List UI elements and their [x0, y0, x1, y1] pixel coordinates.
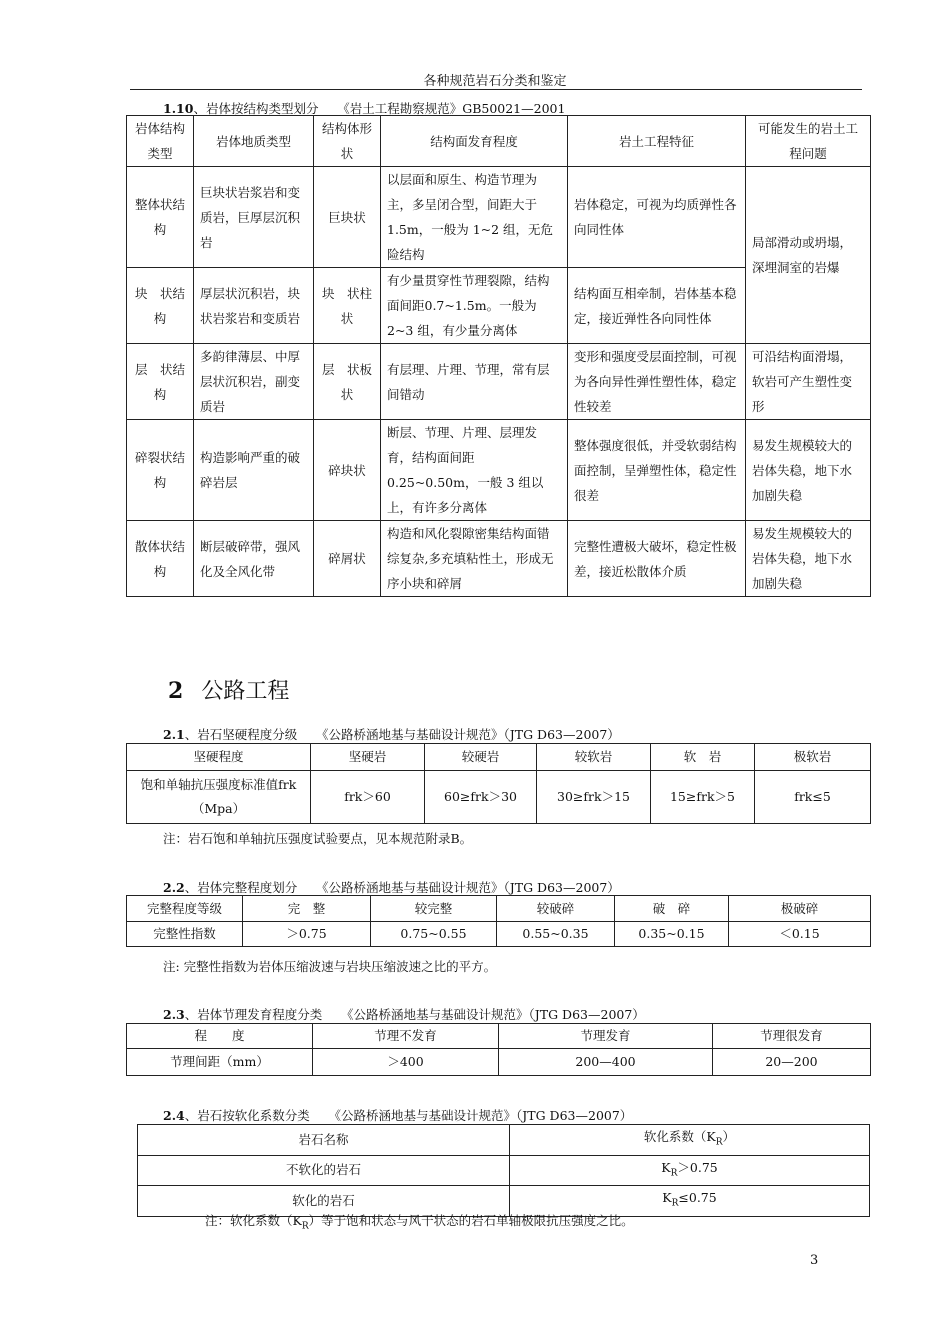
- table-cell: 0.75~0.55: [371, 922, 497, 947]
- table-2-4-caption: 2.4、岩石按软化系数分类 《公路桥涵地基与基础设计规范》（JTG D63—2007）: [163, 1108, 633, 1123]
- th-body-shape: 结构体形 状: [314, 116, 381, 167]
- table-cell: 岩体稳定，可视为均质弹性各向同性体: [568, 167, 746, 268]
- table-cell: 散体状结 构: [127, 521, 194, 597]
- table-cell: 整体强度很低，并受软弱结构面控制，呈弹塑性体，稳定性很差: [568, 420, 746, 521]
- table-cell: 易发生规模较大的岩体失稳，地下水加剧失稳: [746, 420, 871, 521]
- table-cell: 60≥frk＞30: [425, 771, 537, 824]
- table-header-cell: 软 岩: [651, 744, 755, 771]
- table-2-3: [126, 1023, 871, 1076]
- table-header-cell: 程 度: [127, 1024, 313, 1049]
- page-header: 各种规范岩石分类和鉴定: [423, 74, 567, 89]
- table-cell: 巨块状: [314, 167, 381, 268]
- table-header-cell: 较破碎: [497, 896, 615, 922]
- table-header-cell: 节理发育: [499, 1024, 713, 1049]
- row-label: 饱和单轴抗压强度标准值frk（Mpa）: [127, 771, 311, 824]
- table-cell: 20—200: [713, 1049, 871, 1076]
- table-cell: 200—400: [499, 1049, 713, 1076]
- table-header-cell: 完 整: [243, 896, 371, 922]
- table-header-cell: 坚硬岩: [311, 744, 425, 771]
- table-cell: 构造影响严重的破碎岩层: [194, 420, 314, 521]
- table-cell: 15≥frk＞5: [651, 771, 755, 824]
- table-header-cell: 极软岩: [755, 744, 871, 771]
- table-header-cell: 较硬岩: [425, 744, 537, 771]
- page-number: 3: [810, 1253, 819, 1268]
- table-cell: 有少量贯穿性节理裂隙，结构面间距0.7~1.5m。一般为 2~3 组，有少量分离体: [381, 268, 568, 344]
- table-header-cell: 节理不发育: [313, 1024, 499, 1049]
- header-rule: [130, 89, 862, 90]
- table-cell: frk≤5: [755, 771, 871, 824]
- table-header-cell: 坚硬程度: [127, 744, 311, 771]
- table-cell: 碎屑状: [314, 521, 381, 597]
- table-cell-merged: 局部滑动或坍塌，深埋洞室的岩爆: [746, 167, 871, 344]
- table-cell: ＞400: [313, 1049, 499, 1076]
- table-2-1-caption: 2.1、岩石坚硬程度分级 《公路桥涵地基与基础设计规范》（JTG D63—2007）: [163, 727, 620, 742]
- table-cell: 碎块状: [314, 420, 381, 521]
- table-2-4: [137, 1124, 870, 1217]
- table-cell: 块 状结 构: [127, 268, 194, 344]
- table-cell: 0.35~0.15: [615, 922, 729, 947]
- table-cell: 软化的岩石: [138, 1186, 510, 1217]
- table-header-cell: 较完整: [371, 896, 497, 922]
- table-2-1: [126, 743, 871, 824]
- table-cell: 易发生规模较大的岩体失稳，地下水加剧失稳: [746, 521, 871, 597]
- table-cell: 断层、节理、片理、层理发育，结构面间距 0.25~0.50m，一般 3 组以上，有许多分离体: [381, 420, 568, 521]
- table-2-1-note: 注：岩石饱和单轴抗压强度试验要点，见本规范附录B。: [163, 831, 473, 846]
- table-cell: 30≥frk＞15: [537, 771, 651, 824]
- table-2-2-note: 注: 完整性指数为岩体压缩波速与岩块压缩波速之比的平方。: [163, 959, 497, 974]
- table-cell: 块 状柱 状: [314, 268, 381, 344]
- th-plane-development: 结构面发育程度: [381, 116, 568, 167]
- table-cell: 巨块状岩浆岩和变质岩，巨厚层沉积岩: [194, 167, 314, 268]
- table-cell: 变形和强度受层面控制，可视为各向异性弹性塑性体，稳定性较差: [568, 344, 746, 420]
- table-cell: ＜0.15: [729, 922, 871, 947]
- table-cell: 层 状板 状: [314, 344, 381, 420]
- table-cell: 厚层状沉积岩，块状岩浆岩和变质岩: [194, 268, 314, 344]
- table-header-cell: 较软岩: [537, 744, 651, 771]
- table-cell: 不软化的岩石: [138, 1155, 510, 1186]
- table-2-2-caption: 2.2、岩体完整程度划分 《公路桥涵地基与基础设计规范》（JTG D63—2007）: [163, 880, 620, 895]
- table-header-cell: 软化系数$(K_R)$: [510, 1125, 870, 1156]
- table-cell: 0.55~0.35: [497, 922, 615, 947]
- table-cell: 多韵律薄层、中厚层状沉积岩，副变质岩: [194, 344, 314, 420]
- table-cell: 以层面和原生、构造节理为主，多呈闭合型，间距大于 1.5m，一般为 1~2 组，无危险结构: [381, 167, 568, 268]
- table-2-4-note: 注：软化系数$(K_R)$等于饱和状态与风干状态的岩石单轴极限抗压强度之比。: [205, 1213, 634, 1232]
- table-cell: 可沿结构面滑塌，软岩可产生塑性变形: [746, 344, 871, 420]
- section-heading: 2 公路工程: [168, 678, 290, 704]
- table-1-10: [126, 115, 871, 597]
- table-header-cell: 节理很发育: [713, 1024, 871, 1049]
- table-cell: 结构面互相牵制，岩体基本稳定，接近弹性各向同性体: [568, 268, 746, 344]
- row-label: 节理间距（mm）: [127, 1049, 313, 1076]
- table-header-cell: 极破碎: [729, 896, 871, 922]
- table-cell: 碎裂状结 构: [127, 420, 194, 521]
- table-2-2: [126, 895, 871, 947]
- table-header-cell: 完整程度等级: [127, 896, 243, 922]
- table-cell: ＞0.75: [243, 922, 371, 947]
- th-engineering-features: 岩土工程特征: [568, 116, 746, 167]
- table-2-3-caption: 2.3、岩体节理发育程度分类 《公路桥涵地基与基础设计规范》（JTG D63—2007）: [163, 1007, 645, 1022]
- table-cell: 层 状结 构: [127, 344, 194, 420]
- th-structure-type: 岩体结构类型: [127, 116, 194, 167]
- table-header-cell: 破 碎: [615, 896, 729, 922]
- table-cell: 完整性遭极大破坏，稳定性极差，接近松散体介质: [568, 521, 746, 597]
- table-cell: frk＞60: [311, 771, 425, 824]
- table-cell: $K_R\le 0.75$: [510, 1186, 870, 1217]
- th-possible-problems: 可能发生的岩土工程问题: [746, 116, 871, 167]
- table-cell: $K_R>0.75$: [510, 1155, 870, 1186]
- th-geology-type: 岩体地质类型: [194, 116, 314, 167]
- table-cell: 断层破碎带，强风化及全风化带: [194, 521, 314, 597]
- table-cell: 构造和风化裂隙密集结构面错综复杂,多充填粘性土，形成无序小块和碎屑: [381, 521, 568, 597]
- table-cell: 有层理、片理、节理，常有层间错动: [381, 344, 568, 420]
- table-cell: 整体状结 构: [127, 167, 194, 268]
- row-label: 完整性指数: [127, 922, 243, 947]
- table-1-10-caption: 1.10、岩体按结构类型划分 《岩土工程勘察规范》GB50021—2001: [163, 101, 566, 116]
- table-header-cell: 岩石名称: [138, 1125, 510, 1156]
